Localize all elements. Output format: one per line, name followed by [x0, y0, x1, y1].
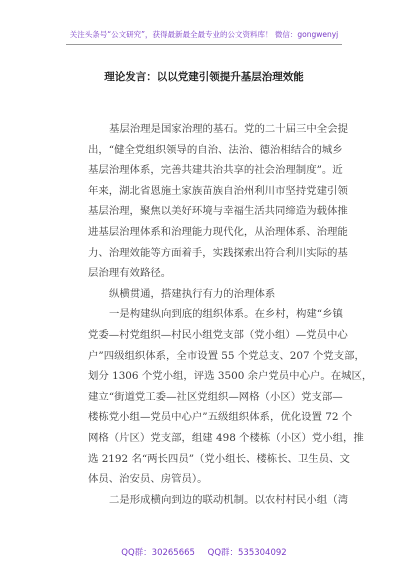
document-title: 理论发言：以以党建引领提升基层治理效能	[104, 71, 304, 83]
paragraph-1-line: 进基层治理体系和治理能力现代化，从治理体系、治理能	[88, 225, 348, 238]
paragraph-1-line: 年来，湖北省恩施土家族苗族自治州利川市坚持党建引领	[88, 184, 348, 197]
paragraph-2-line: 一是构建纵向到底的组织体系。在乡村，构建“乡镇	[109, 308, 343, 321]
paragraph-2-line: 网格（片区）党支部，组建 498 个楼栋（小区）党小组，推	[88, 431, 364, 444]
document-body	[88, 119, 373, 510]
paragraph-1-line: 基层治理，聚焦以美好环境与幸福生活共同缔造为载体推	[88, 205, 348, 218]
header-divider	[66, 44, 342, 45]
paragraph-2-line: 楼栋党小组—党员中心户”五级组织体系，优化设置 72 个	[88, 411, 353, 424]
paragraph-2-line: 党委—村党组织—村民小组党支部（党小组）—党员中心	[88, 328, 348, 341]
footer-qq-groups	[0, 546, 408, 558]
paragraph-2-line: 户”四级组织体系，全市设置 55 个党总支、207 个党支部，	[88, 349, 365, 362]
header-promo-note: 关注头条号“公文研究”，获得最新最全最专业的公文资料库！ 微信：gongwenyj	[69, 30, 339, 39]
paragraph-1-line: 出，“健全党组织领导的自治、法治、德治相结合的城乡	[88, 143, 343, 156]
paragraph-1-line: 基层治理体系，完善共建共治共享的社会治理制度”。近	[88, 164, 343, 177]
paragraph-2-line: 选 2192 名“两长四员”（党小组长、楼栋长、卫生员、文	[88, 452, 350, 465]
paragraph-3-line: 二是形成横向到边的联动机制。以农村村民小组（湾	[109, 493, 348, 506]
paragraph-2-line: 划分 1306 个党小组，评选 3500 余户党员中心户。在城区，	[88, 370, 373, 383]
footer-qq-group-2: QQ群：535304092	[207, 548, 287, 558]
footer-qq-group-1: QQ群：30265665	[121, 548, 195, 558]
paragraph-1-line: 力、治理效能等方面着手，实践探索出符合利川实际的基	[88, 246, 348, 259]
paragraph-2-line: 体员、治安员、房管员）。	[88, 473, 208, 486]
paragraph-2-line: 建立“街道党工委—社区党组织—网格（小区）党支部—	[88, 390, 343, 403]
paragraph-1-line: 基层治理是国家治理的基石。党的二十届三中全会提	[109, 123, 348, 135]
section-heading: 纵横贯通，搭建执行有力的治理体系	[109, 287, 276, 300]
paragraph-1-line: 层治理有效路径。	[88, 267, 172, 280]
